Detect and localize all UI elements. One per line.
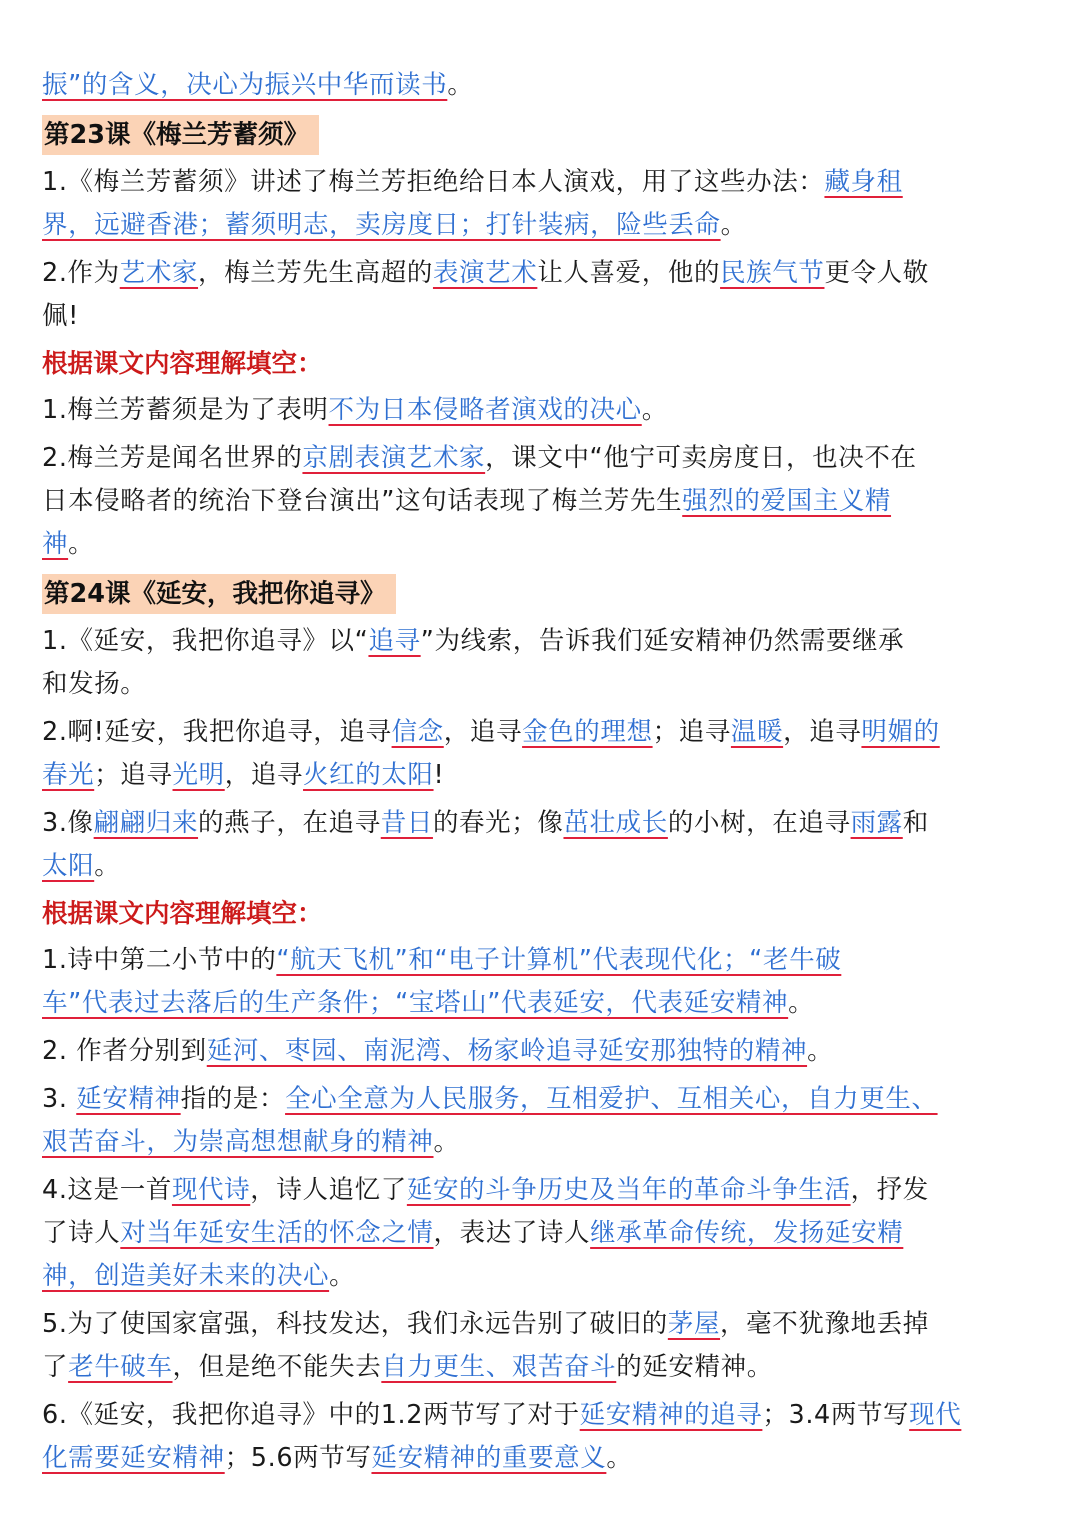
answer-text: 全心全意为人民服务，互相爱护、互相关心，自力更生、 (285, 1084, 938, 1114)
paragraph (42, 1169, 1042, 1298)
text-line (42, 939, 1042, 982)
answer-text: 茅屋 (667, 1309, 721, 1339)
body-text: 指的是： (180, 1084, 286, 1114)
answer-text: 春光 (42, 760, 95, 790)
body-text: 和 (902, 808, 929, 838)
paragraph (42, 1303, 1042, 1389)
paragraph (42, 389, 1042, 432)
answer-text: 艰苦奋斗，为崇高想想献身的精神 (42, 1127, 434, 1157)
text-line (42, 663, 1042, 706)
lesson-heading-row (42, 571, 1042, 620)
answer-text: 信念 (391, 717, 444, 747)
lesson-heading-row (42, 112, 1042, 161)
lesson-heading: 第23课《梅兰芳蓄须》 (42, 115, 319, 155)
body-text: 1.诗中第二小节中的 (42, 945, 277, 975)
body-text: ，梅兰芳先生高超的 (198, 258, 433, 288)
body-text: ；3.4两节写 (762, 1400, 910, 1430)
text-line (42, 204, 1042, 247)
body-text: 1.梅兰芳蓄须是为了表明 (42, 395, 329, 425)
body-text: 了诗人 (42, 1218, 121, 1248)
text-line (42, 1121, 1042, 1164)
text-line (42, 64, 1042, 107)
body-text: 的小树，在追寻 (667, 808, 851, 838)
body-text: 更令人敬 (824, 258, 929, 288)
answer-text: 延安精神的重要意义 (371, 1443, 607, 1473)
text-line (42, 1394, 1042, 1437)
answer-text: 神，创造美好未来的决心 (42, 1261, 330, 1291)
body-text: 。 (433, 1127, 460, 1157)
body-text: ，抒发 (850, 1175, 929, 1205)
body-text: 和发扬。 (42, 669, 147, 699)
fill-in-section-title: 根据课文内容理解填空： (42, 349, 323, 379)
answer-text: 明媚的 (861, 717, 940, 747)
body-text: ，毫不犹豫地丢掉 (720, 1309, 929, 1339)
body-text: 1.《梅兰芳蓄须》讲述了梅兰芳拒绝给日本人演戏，用了这些办法： (42, 167, 825, 197)
answer-text: 茁壮成长 (563, 808, 668, 838)
answer-text: 老牛破车 (68, 1352, 173, 1382)
answer-text: 延安精神 (76, 1084, 181, 1114)
body-text: 的延安精神。 (616, 1352, 773, 1382)
body-text: 。 (94, 851, 121, 881)
body-text: 日本侵略者的统治下登台演出”这句话表现了梅兰芳先生 (42, 486, 683, 516)
text-line (42, 1303, 1042, 1346)
answer-text: 自力更生、艰苦奋斗 (381, 1352, 617, 1382)
body-text: 了 (42, 1352, 69, 1382)
fill-in-section-title: 根据课文内容理解填空： (42, 899, 323, 929)
answer-text: 藏身租 (824, 167, 903, 197)
body-text: ，表达了诗人 (433, 1218, 591, 1248)
body-text: 。 (641, 395, 668, 425)
text-line (42, 437, 1042, 480)
text-line (42, 620, 1042, 663)
body-text: 让人喜爱，他的 (537, 258, 721, 288)
answer-text: 化需要延安精神 (42, 1443, 225, 1473)
paragraph (42, 620, 1042, 706)
text-line (42, 1255, 1042, 1298)
body-text: 。 (606, 1443, 633, 1473)
answer-text: 界，远避香港；蓄须明志，卖房度日；打针装病，险些丢命 (42, 210, 721, 240)
body-text: 。 (329, 1261, 356, 1291)
answer-text: 民族气节 (720, 258, 825, 288)
answer-text: 延河、枣园、南泥湾、杨家岭追寻延安那独特的精神 (206, 1036, 808, 1066)
answer-text: 金色的理想 (522, 717, 653, 747)
body-text: 2.梅兰芳是闻名世界的 (42, 443, 303, 473)
answer-text: 温暖 (730, 717, 784, 747)
text-line (42, 1437, 1042, 1480)
answer-text: 继承革命传统，发扬延安精 (590, 1218, 904, 1248)
body-text: 3. (42, 1084, 77, 1114)
body-text: 的燕子，在追寻 (198, 808, 381, 838)
answer-text: 火红的太阳 (303, 760, 434, 790)
paragraph (42, 1394, 1042, 1480)
paragraph (42, 161, 1042, 247)
text-line (42, 295, 1042, 338)
paragraph (42, 252, 1042, 338)
text-line (42, 711, 1042, 754)
answer-text: 对当年延安生活的怀念之情 (120, 1218, 434, 1248)
body-text: 。 (720, 210, 747, 240)
body-text: ；追寻 (94, 760, 173, 790)
body-text: 5.为了使国家富强，科技发达，我们永远告别了破旧的 (42, 1309, 668, 1339)
body-text: ”为线索，告诉我们延安精神仍然需要继承 (420, 626, 905, 656)
answer-text: 强烈的爱国主义精 (682, 486, 892, 516)
text-line (42, 161, 1042, 204)
body-text: 。 (447, 70, 474, 100)
text-line (42, 480, 1042, 523)
body-text: 2.啊!延安，我把你追寻，追寻 (42, 717, 392, 747)
body-text: ，追寻 (443, 717, 523, 747)
answer-text: 不为日本侵略者演戏的决心 (328, 395, 642, 425)
answer-text: 现代诗 (171, 1175, 251, 1205)
body-text: 6.《延安，我把你追寻》中的1.2两节写了对于 (42, 1400, 580, 1430)
body-text: 4.这是一首 (42, 1175, 172, 1205)
body-text: ! (433, 760, 445, 790)
body-text: ，诗人追忆了 (250, 1175, 407, 1205)
paragraph (42, 1078, 1042, 1164)
body-text: 2.作为 (42, 258, 120, 288)
body-text: 1.《延安，我把你追寻》以“ (42, 626, 369, 656)
text-line (42, 1030, 1042, 1073)
body-text: ，课文中“他宁可卖房度日，也决不在 (485, 443, 917, 473)
text-line (42, 802, 1042, 845)
answer-text: 神 (42, 529, 69, 559)
answer-text: 雨露 (850, 808, 903, 838)
lesson-heading: 第24课《延安，我把你追寻》 (42, 574, 396, 614)
body-text: 2. 作者分别到 (42, 1036, 207, 1066)
paragraph (42, 711, 1042, 797)
body-text: 的春光；像 (432, 808, 564, 838)
body-text: ；追寻 (652, 717, 731, 747)
text-line (42, 1346, 1042, 1389)
answer-text: 光明 (172, 760, 225, 790)
paragraph (42, 939, 1042, 1025)
text-line (42, 1078, 1042, 1121)
text-line (42, 1169, 1042, 1212)
body-text: ；5.6两节写 (224, 1443, 372, 1473)
body-text: ，追寻 (224, 760, 304, 790)
text-line (42, 523, 1042, 566)
answer-text: 追寻 (368, 626, 421, 656)
body-text: ，追寻 (783, 717, 862, 747)
answer-text: “航天飞机”和“电子计算机”代表现代化；“老牛破 (276, 945, 842, 975)
body-text: 。 (788, 988, 815, 1018)
answer-text: 京剧表演艺术家 (302, 443, 486, 473)
body-text: 。 (68, 529, 95, 559)
answer-text: 振”的含义，决心为振兴中华而读书 (42, 70, 448, 100)
answer-text: 艺术家 (119, 258, 199, 288)
paragraph (42, 437, 1042, 566)
answer-text: 现代 (909, 1400, 962, 1430)
text-line (42, 982, 1042, 1025)
body-text: 佩! (42, 301, 79, 331)
body-text: ，但是绝不能失去 (172, 1352, 382, 1382)
text-line (42, 252, 1042, 295)
body-text: 。 (807, 1036, 834, 1066)
answer-text: 昔日 (380, 808, 433, 838)
body-text: 3.像 (42, 808, 94, 838)
answer-text: 车”代表过去落后的生产条件；“宝塔山”代表延安，代表延安精神 (42, 988, 789, 1018)
text-line (42, 1212, 1042, 1255)
paragraph (42, 802, 1042, 888)
text-line (42, 754, 1042, 797)
answer-text: 太阳 (42, 851, 95, 881)
text-line (42, 389, 1042, 432)
answer-text: 延安的斗争历史及当年的革命斗争生活 (406, 1175, 851, 1205)
paragraph (42, 64, 1042, 107)
paragraph (42, 1030, 1042, 1073)
answer-text: 延安精神的追寻 (579, 1400, 763, 1430)
answer-text: 表演艺术 (432, 258, 538, 288)
text-line (42, 845, 1042, 888)
answer-text: 翩翩归来 (93, 808, 199, 838)
